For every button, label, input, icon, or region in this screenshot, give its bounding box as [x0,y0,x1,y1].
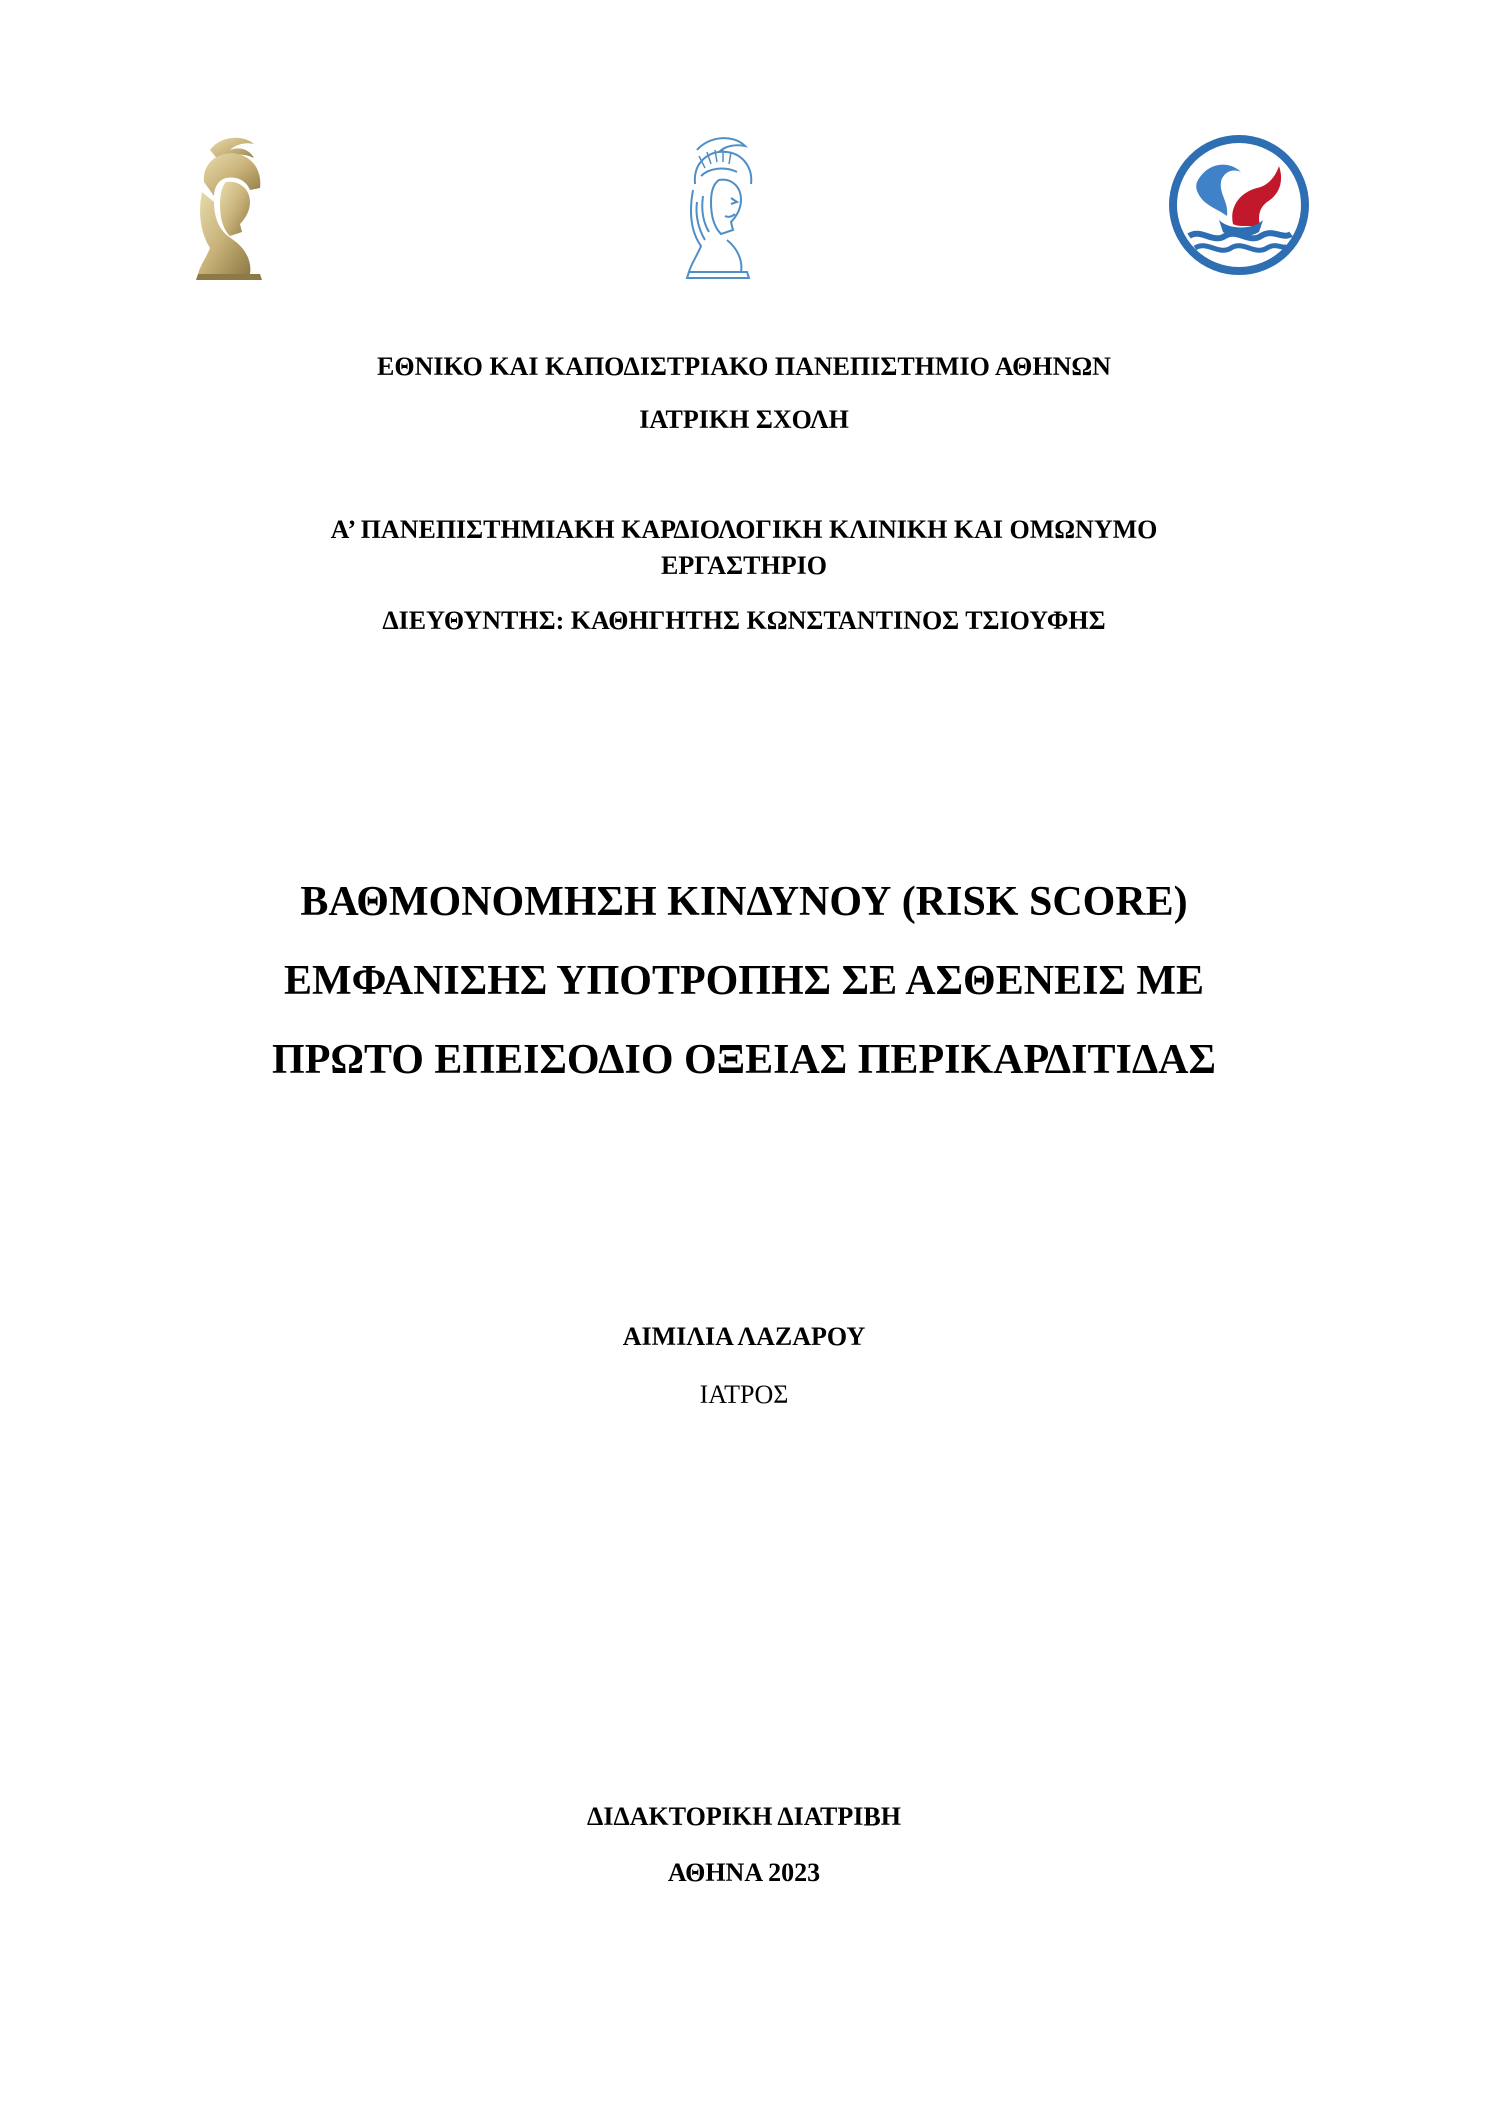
author-name: ΑΙΜΙΛΙΑ ΛΑΖΑΡΟΥ [622,1322,866,1351]
society-flame-emblem-icon [1167,132,1311,278]
university-name: ΕΘΝΙΚΟ ΚΑΙ ΚΑΠΟΔΙΣΤΡΙΑΚΟ ΠΑΝΕΠΙΣΤΗΜΙΟ ΑΘΗΝΩΝ [377,352,1111,381]
author-role: ΙΑΤΡΟΣ [699,1380,789,1409]
athena-gold-emblem-icon [180,132,280,282]
clinic-name-line1: Α’ ΠΑΝΕΠΙΣΤΗΜΙΑΚΗ ΚΑΡΔΙΟΛΟΓΙΚΗ ΚΛΙΝΙΚΗ ΚΑΙ ΟΜΩΝΥΜΟ [330,515,1158,544]
document-type: ΔΙΔΑΚΤΟΡΙΚΗ ΔΙΑΤΡΙΒΗ [587,1802,901,1831]
thesis-title-line2: ΕΜΦΑΝΙΣΗΣ ΥΠΟΤΡΟΠΗΣ ΣΕ ΑΣΘΕΝΕΙΣ ΜΕ [283,958,1205,1004]
school-name: ΙΑΤΡΙΚΗ ΣΧΟΛΗ [639,405,849,434]
thesis-title-line3: ΠΡΩΤΟ ΕΠΕΙΣΟΔΙΟ ΟΞΕΙΑΣ ΠΕΡΙΚΑΡΔΙΤΙΔΑΣ [272,1037,1216,1083]
clinic-name-line2: ΕΡΓΑΣΤΗΡΙΟ [661,551,827,580]
thesis-title-line1: ΒΑΘΜΟΝΟΜΗΣΗ ΚΙΝΔΥΝΟΥ (RISK SCORE) [300,879,1188,925]
director-line: ΔΙΕΥΘΥΝΤΗΣ: ΚΑΘΗΓΗΤΗΣ ΚΩΝΣΤΑΝΤΙΝΟΣ ΤΣΙΟΥΦΗΣ [382,606,1106,635]
athena-blue-emblem-icon [675,132,765,282]
place-year: ΑΘΗΝΑ 2023 [667,1858,821,1887]
